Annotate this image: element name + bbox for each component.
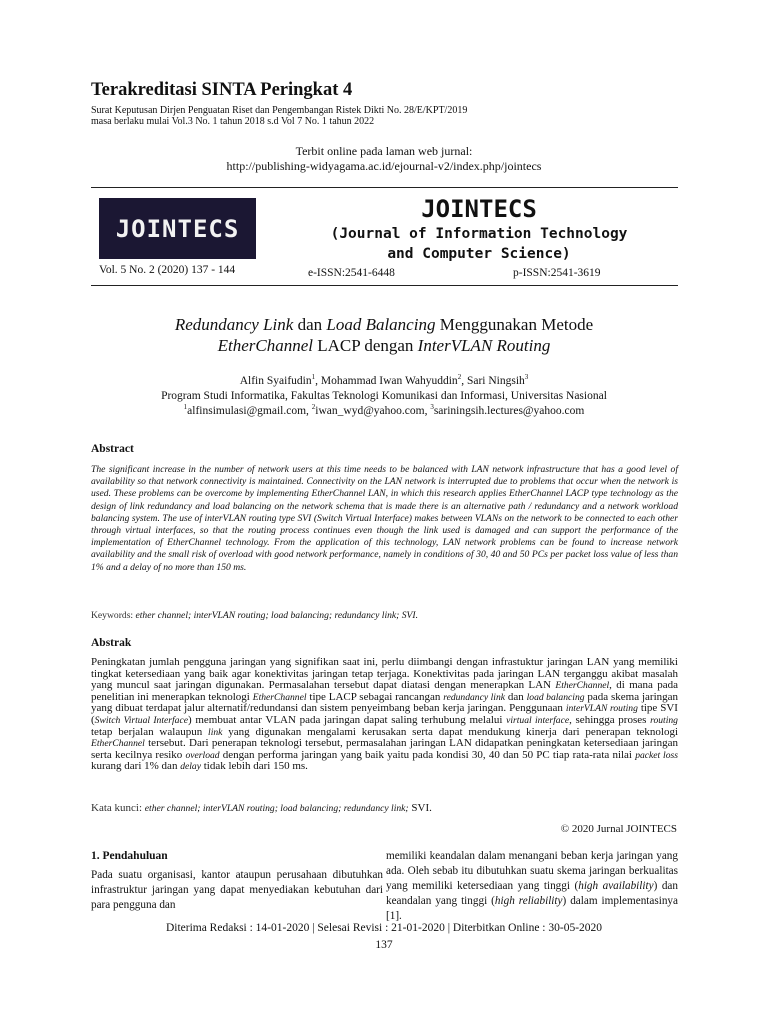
keywords-line: Keywords: ether channel; interVLAN routing; load balancing; redundancy link; SVI. [91, 610, 419, 621]
author-list: Alfin Syaifudin$^1$, Mohammad Iwan Wahyuddin$^2$, Sari Ningsih$^3$ [239, 373, 529, 387]
p-issn: p-ISSN:2541-3619 [513, 267, 601, 279]
journal-subtitle-line1: (Journal of Information Technology [330, 226, 628, 242]
journal-logo [99, 198, 256, 259]
abstrak-heading: Abstrak [91, 637, 132, 649]
footer-dates: Diterima Redaksi : 14-01-2020 | Selesai Revisi : 21-01-2020 | Diterbitkan Online : 30-05-2020 [165, 922, 603, 934]
paper-title-line1: Redundancy Link dan Load Balancing Menggunakan Metode [174, 315, 594, 334]
journal-name: JOINTECS [421, 195, 537, 223]
accreditation-validity: masa berlaku mulai Vol.3 No. 1 tahun 2018 s.d Vol 7 No. 1 tahun 2022 [91, 116, 375, 127]
journal-subtitle-line2: and Computer Science) [387, 246, 571, 262]
e-issn: e-ISSN:2541-6448 [308, 267, 395, 279]
paper-title-line2: EtherChannel LACP dengan InterVLAN Routing [217, 336, 551, 355]
journal-url[interactable]: http://publishing-widyagama.ac.id/ejournal-v2/index.php/jointecs [226, 159, 542, 173]
affiliation: Program Studi Informatika, Fakultas Teknologi Komunikasi dan Informasi, Universitas Nasional [161, 390, 607, 402]
journal-logo-text: JOINTECS [115, 214, 240, 243]
copyright-notice: © 2020 Jurnal JOINTECS [560, 823, 677, 835]
abstract-heading: Abstract [91, 443, 134, 455]
intro-right-column: memiliki keandalan dalam menangani beban kerja jaringan yang ada. Oleh sebab itu dibutuhkan suatu skema jaringan berkualitas yang memiliki ketersediaan yang tinggi (high availability) dan keandalan yang tinggi (high reliability) dalam implementasinya [1]. [386, 850, 678, 922]
abstrak-text: Peningkatan jumlah pengguna jaringan yang signifikan saat ini, perlu diimbangi dengan infrastuktur jaringan LAN yang memiliki tingkat ketersediaan yang baik agar konektivitas jaringan tetap terjaga. Konektivitas pada jaringan LAN terganggu akibat masalah yang muncul saat jaringan digunakan. Permasalahan tersebut dapat diatasi dengan menerapkan LAN EtherChannel, di mana pada penelitian ini menerapkan teknologi EtherChannel tipe LACP sebagai rancangan redundancy link dan load balancing pada skema jaringan yang dibuat terdapat jalur alternatif/redundansi dan sistem penyeimbang beban kerja jaringan. Penggunaan interVLAN routing tipe SVI (Switch Virtual Interface) membuat antar VLAN pada jaringan dapat saling terhubung melalui virtual interface, sehingga proses routing tetap berjalan walaupun link yang digunakan mengalami kerusakan serta dapat mendukung kinerja dari penerapan teknologi EtherChannel tersebut. Dari penerapan teknologi tersebut, permasalahan jaringan LAN didapatkan peningkatan ketersediaan jaringan serta kecilnya resiko overload dengan performa jaringan yang baik yaitu pada kondisi 30, 40 dan 50 PC tiap rata-rata nilai packet loss kurang dari 1% dan delay tidak lebih dari 150 ms. [91, 656, 679, 773]
accreditation-title: Terakreditasi SINTA Peringkat 4 [91, 80, 353, 100]
intro-left-column: Pada suatu organisasi, kantor ataupun perusahaan dibutuhkan infrastruktur jaringan yang dapat menyediakan kebutuhan dari para pengguna dan [91, 869, 383, 911]
header-rule-top [91, 187, 678, 188]
online-label: Terbit online pada laman web jurnal: [295, 144, 473, 158]
kata-kunci-line: Kata kunci: ether channel; interVLAN routing; load balancing; redundancy link; SVI. [91, 802, 432, 814]
page-number: 137 [375, 939, 393, 951]
section-heading-pendahuluan: 1. Pendahuluan [91, 850, 168, 862]
header-rule-bottom [91, 285, 678, 286]
volume-info: Vol. 5 No. 2 (2020) 137 - 144 [99, 264, 236, 276]
author-emails: $^1$alfinsimulasi@gmail.com, $^2$iwan_wyd@yahoo.com, $^3$sariningsih.lectures@yahoo.com [183, 403, 585, 417]
accreditation-decree: Surat Keputusan Dirjen Penguatan Riset dan Pengembangan Ristek Dikti No. 28/E/KPT/2019 [91, 105, 468, 116]
abstract-text: The significant increase in the number of network users at this time needs to be balanced with LAN network infrastructure that has a good level of availability so that network connectivity is maintained. Connectivity on the LAN network is interrupted due to problems that occur when the network is used. These problems can be overcome by implementing EtherChannel LAN, in which this research applies EtherChannel LACP type technology as the design of link redundancy and load balancing on the network schema that is made there is an alternative path / redundancy and a network workload balancing system. The use of interVLAN routing type SVI (Switch Virtual Interface) makes between VLANs on the network to be connected to each other through virtual interfaces, so that the routing process continues even though the link used is damaged and can support the performance of the implementation of EtherChannel technology. From the application of this technology, LAN network problems can be found to increase network availability and the small risk of overload with good network performance, namely in conditions of 30, 40 and 50 PCs per packet loss value of less than 1% and a delay of no more than 150 ms. [91, 464, 678, 573]
